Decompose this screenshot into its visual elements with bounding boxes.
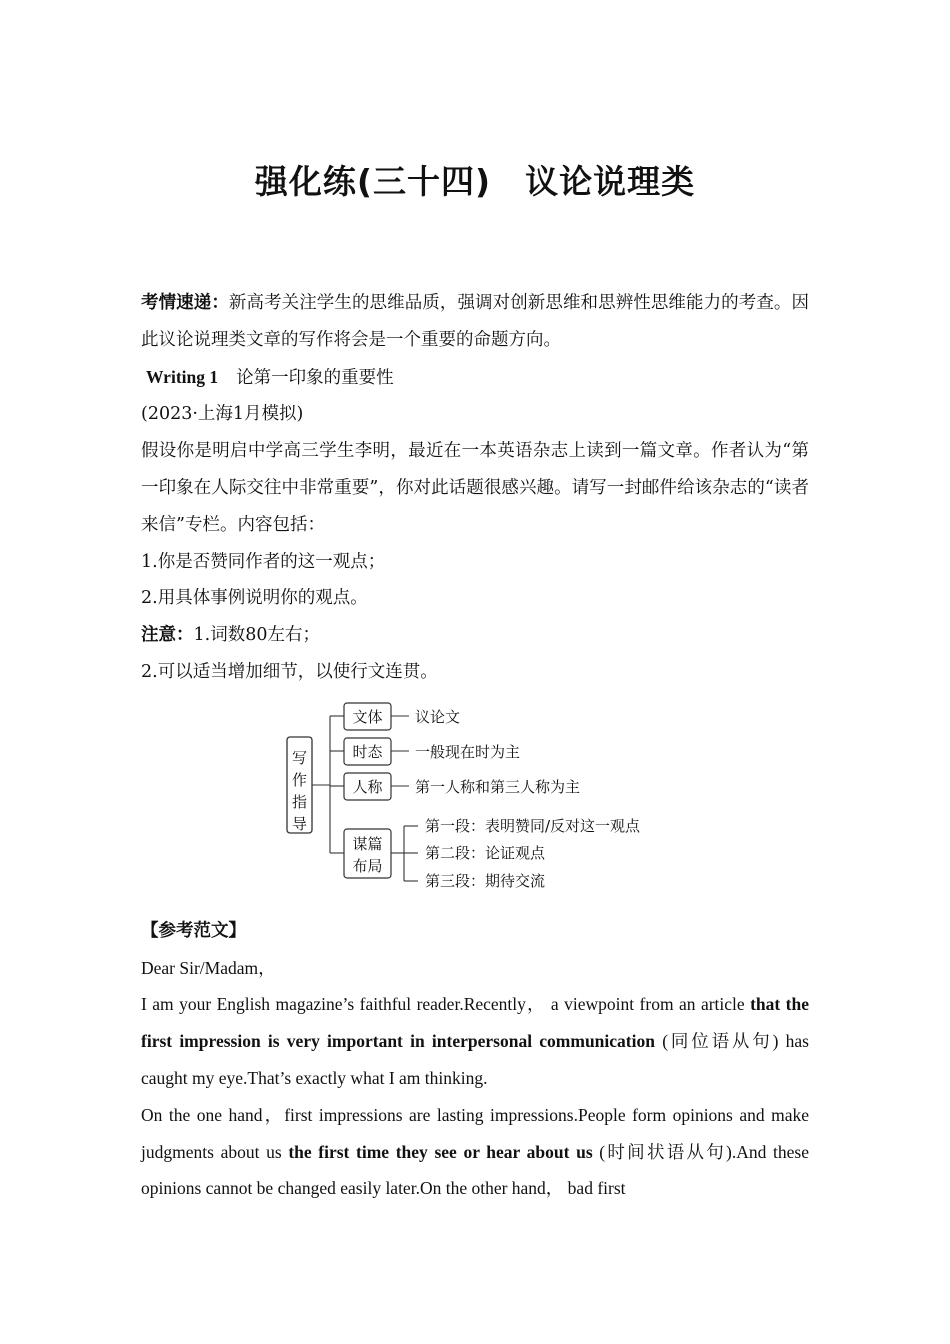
essay-paragraph-1 (141, 986, 809, 1096)
intro-paragraph (141, 285, 809, 359)
note-1: 1.词数80左右； (193, 625, 320, 646)
writing-prompt: 假设你是明启中学高三学生李明，最近在一本英语杂志上读到一篇文章。作者认为“第一印象在人际交往中非常重要”，你对此话题很感兴趣。请写一封邮件给该杂志的“读者来信”专栏。内容包括： (141, 441, 809, 535)
prompt-item-2: 2.用具体事例说明你的观点。 (141, 588, 368, 609)
essay-p2-bold: the first time they see or hear about us (288, 1141, 593, 1162)
guide-root-char: 导 (291, 814, 308, 833)
guide-paragraph-2: 第二段：论证观点 (425, 843, 546, 862)
writing-topic: 论第一印象的重要性 (236, 367, 394, 388)
essay-p1-a: I am your English magazine’s faithful reader.Recently， a viewpoint from an article (141, 994, 751, 1015)
title-sub: 议论说理类 (525, 162, 696, 201)
intro-text: 新高考关注学生的思维品质，强调对创新思维和思辨性思维能力的考查。因此议论说理类文章的写作将会是一个重要的命题方向。 (141, 293, 809, 350)
guide-box-tense-label: 时态 (352, 742, 383, 761)
writing-label: Writing 1 (146, 366, 219, 387)
note-2: 2.可以适当增加细节，以使行文连贯。 (141, 661, 438, 682)
note-paragraph (141, 617, 809, 654)
guide-value-tense: 一般现在时为主 (415, 742, 521, 761)
guide-box-genre-label: 文体 (352, 707, 383, 726)
writing-heading (146, 359, 809, 397)
essay-paragraph-2 (141, 1097, 809, 1207)
essay-p2-c: (时间状语从句).And these opinions cannot be changed easily later.On the other hand， bad first (141, 1141, 809, 1199)
essay-p2-a: On the one hand，first impressions are lasting impressions.People form opinions and make judgments about us (141, 1104, 809, 1162)
guide-root-char: 指 (291, 792, 308, 811)
intro-label: 考情速递： (141, 293, 229, 313)
guide-root-char: 写 (291, 748, 308, 767)
guide-box-layout-label: 谋篇 (352, 834, 383, 853)
note-label: 注意： (141, 625, 194, 646)
guide-paragraph-1: 第一段：表明赞同/反对这一观点 (425, 816, 641, 835)
document-body (141, 285, 809, 1207)
essay-greeting: Dear Sir/Madam， (141, 957, 276, 978)
guide-value-person: 第一人称和第三人称为主 (415, 777, 581, 796)
guide-root-char: 作 (291, 770, 308, 789)
guide-paragraph-3: 第三段：期待交流 (425, 871, 546, 890)
page-title (0, 156, 950, 203)
prompt-item-1: 1.你是否赞同作者的这一观点； (141, 551, 386, 572)
guide-box-person-label: 人称 (352, 777, 383, 796)
essay-p1-bold: that the first impression is very important in interpersonal communication (141, 994, 810, 1052)
guide-value-genre: 议论文 (415, 707, 461, 726)
essay-heading: 【参考范文】 (141, 920, 246, 941)
essay-p1-c: (同位语从句) has caught my eye.That’s exactly what I am thinking. (141, 1031, 809, 1088)
guide-box-layout-label: 布局 (352, 856, 383, 875)
writing-guide-diagram (141, 691, 809, 913)
writing-source: (2023·上海1月模拟) (141, 404, 304, 425)
title-main: 强化练(三十四) (254, 162, 492, 201)
